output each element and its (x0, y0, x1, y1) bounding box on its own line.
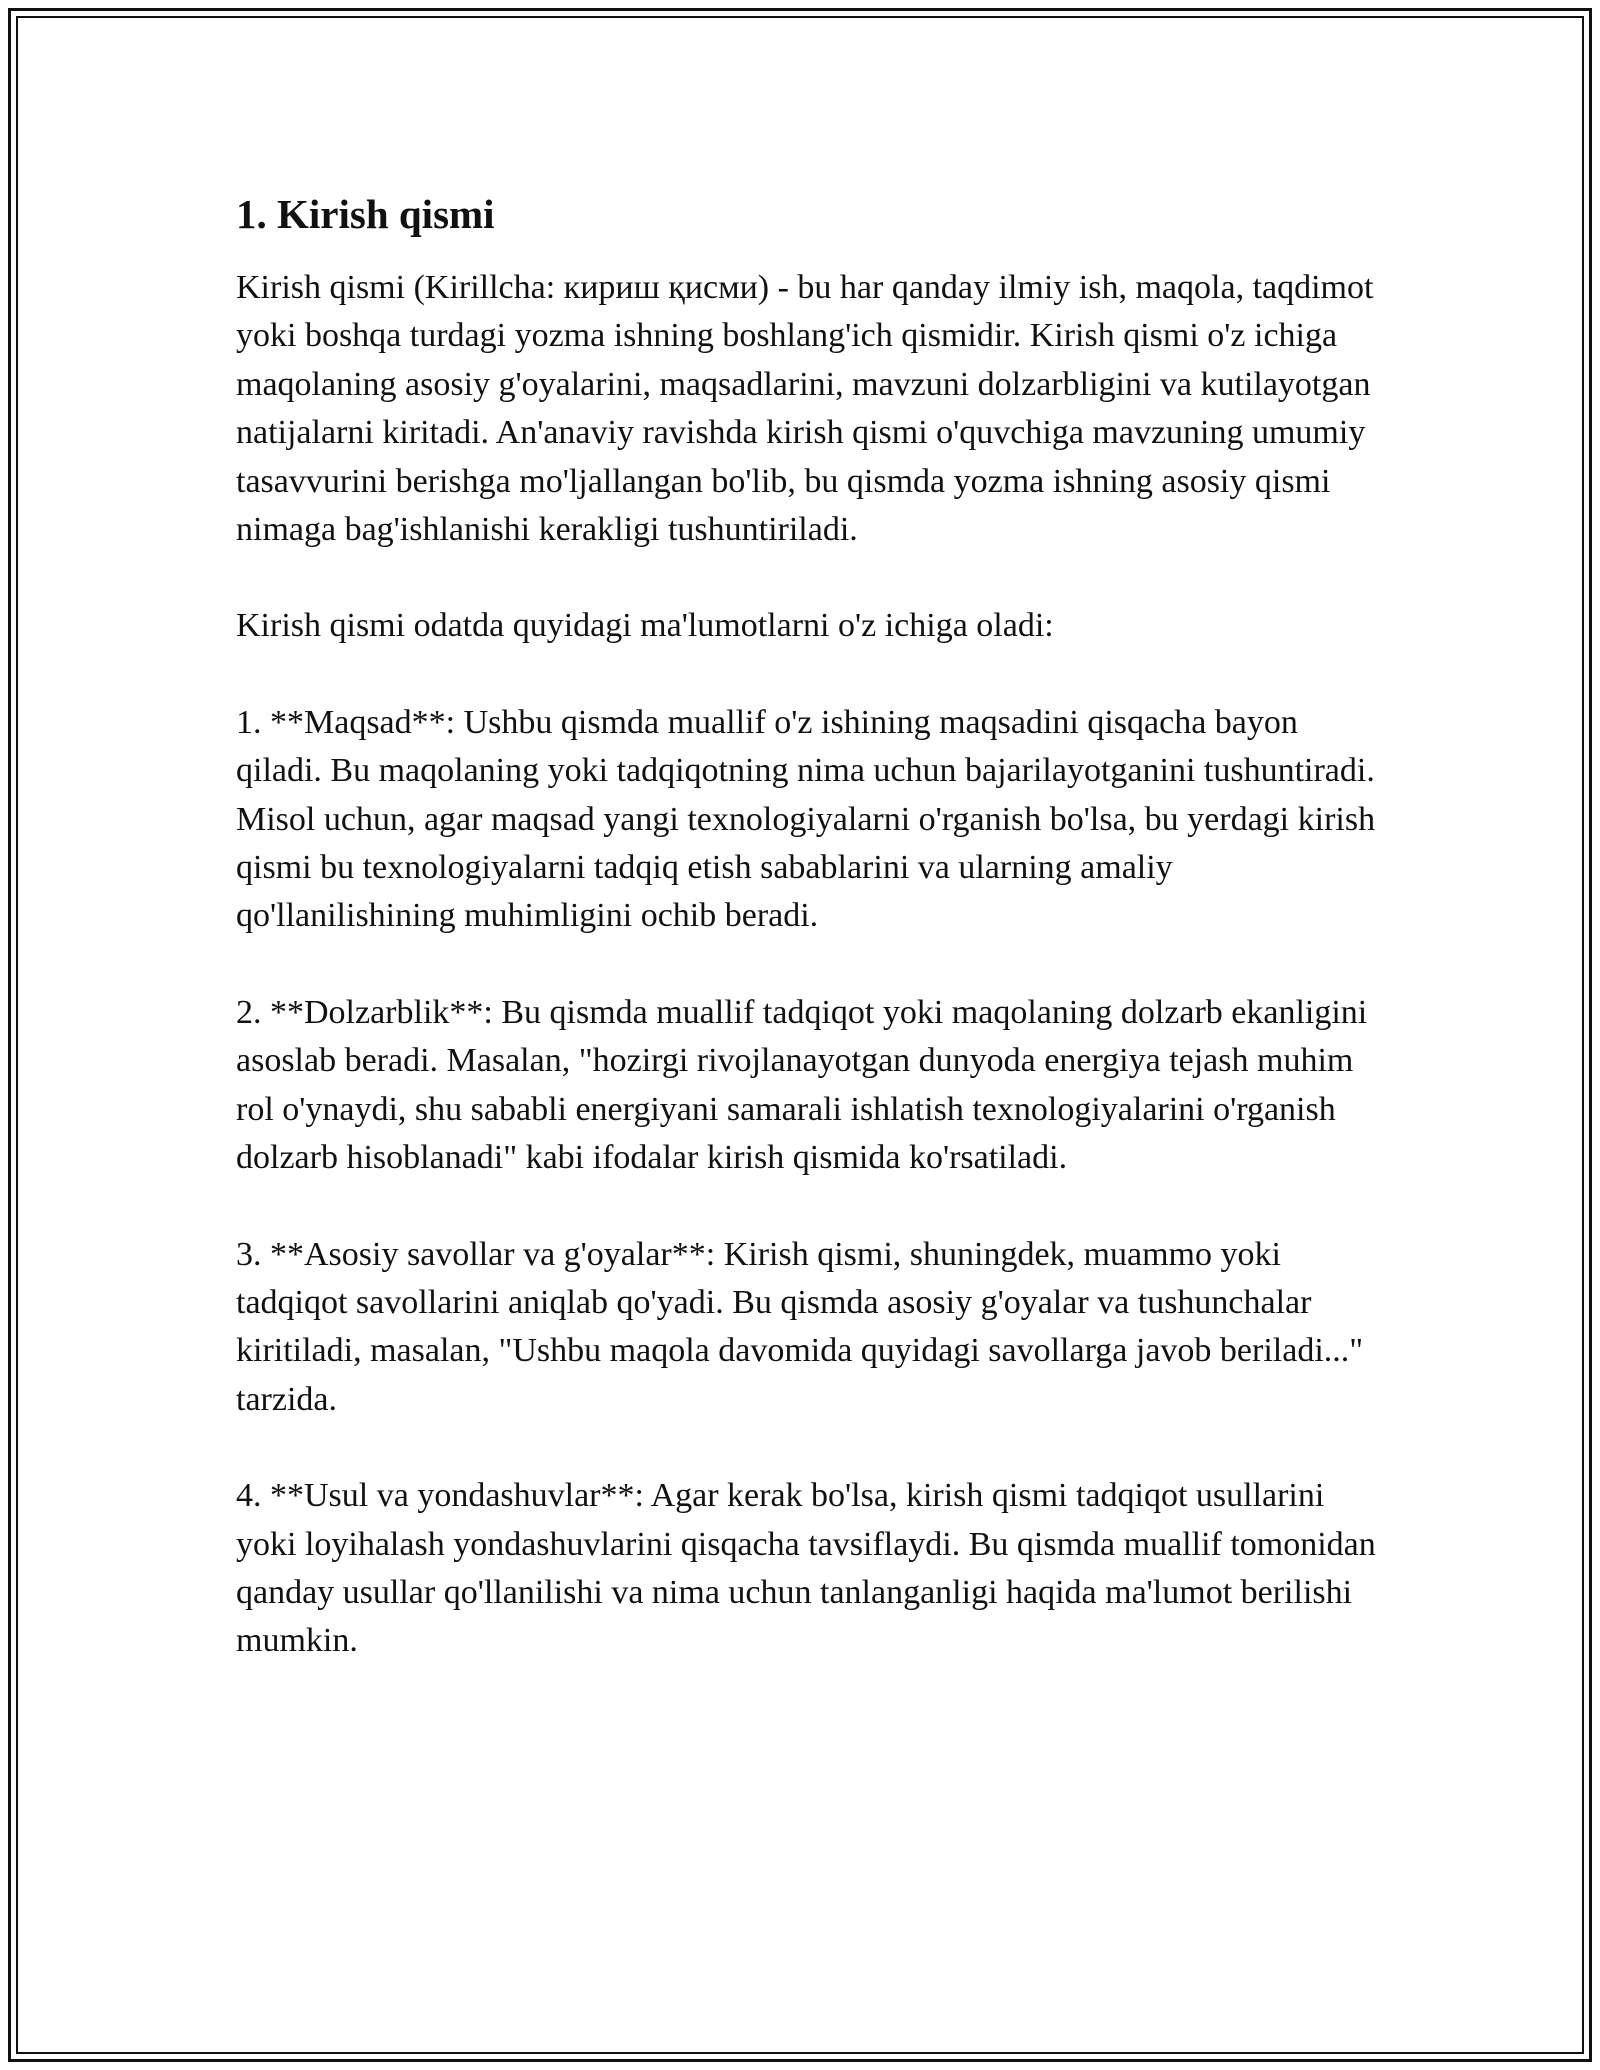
list-item-usul: 4. **Usul va yondashuvlar**: Agar kerak bo'lsa, kirish qismi tadqiqot usullarini yoki loyihalash yondashuvlarini qisqacha tavsiflaydi. Bu qismda muallif tomonidan qanday usullar qo'llanilishi va nima uchun tanlanganligi haqida ma'lumot berilishi mumkin. (236, 1477, 1376, 1660)
list-item-maqsad: 1. **Maqsad**: Ushbu qismda muallif o'z ishining maqsadini qisqacha bayon qiladi. Bu maqolaning yoki tadqiqotning nima uchun bajarilayotganini tushuntiradi. Misol uchun, agar maqsad yangi texnologiyalarni o'rganish bo'lsa, bu yerdagi kirish qismi bu texnologiyalarni tadqiq etish sabablarini va ularning amaliy qo'llanilishining muhimligini ochib beradi. (236, 703, 1376, 935)
list-lead-paragraph: Kirish qismi odatda quyidagi ma'lumotlarni o'z ichiga oladi: (236, 607, 1054, 645)
list-item-asosiy-savollar: 3. **Asosiy savollar va g'oyalar**: Kirish qismi, shuningdek, muammo yoki tadqiqot savollarini aniqlab qo'yadi. Bu qismda asosiy g'oyalar va tushunchalar kiritiladi, masalan, "Ushbu maqola davomida quyidagi savollarga javob beriladi..." tarzida. (236, 1235, 1364, 1418)
document-body (236, 188, 1376, 1666)
list-item-dolzarblik: 2. **Dolzarblik**: Bu qismda muallif tadqiqot yoki maqolaning dolzarb ekanligini asoslab beradi. Masalan, "hozirgi rivojlanayotgan dunyoda energiya tejash muhim rol o'ynaydi, shu sababli energiyani samarali ishlatish texnologiyalarini o'rganish dolzarb hisoblanadi" kabi ifodalar kirish qismida ko'rsatiladi. (236, 993, 1368, 1177)
intro-paragraph: Kirish qismi (Kirillcha: кириш қисми) - bu har qanday ilmiy ish, maqola, taqdimot yoki boshqa turdagi yozma ishning boshlang'ich qismidir. Kirish qismi o'z ichiga maqolaning asosiy g'oyalarini, maqsadlarini, mavzuni dolzarbligini va kutilayotgan natijalarni kiritadi. An'anaviy ravishda kirish qismi o'quvchiga mavzuning umumiy tasavvurini berishga mo'ljallangan bo'lib, bu qismda yozma ishning asosiy qismi nimaga bag'ishlanishi kerakligi tushuntiriladi. (236, 269, 1374, 549)
section-heading: 1. Kirish qismi (236, 191, 495, 237)
